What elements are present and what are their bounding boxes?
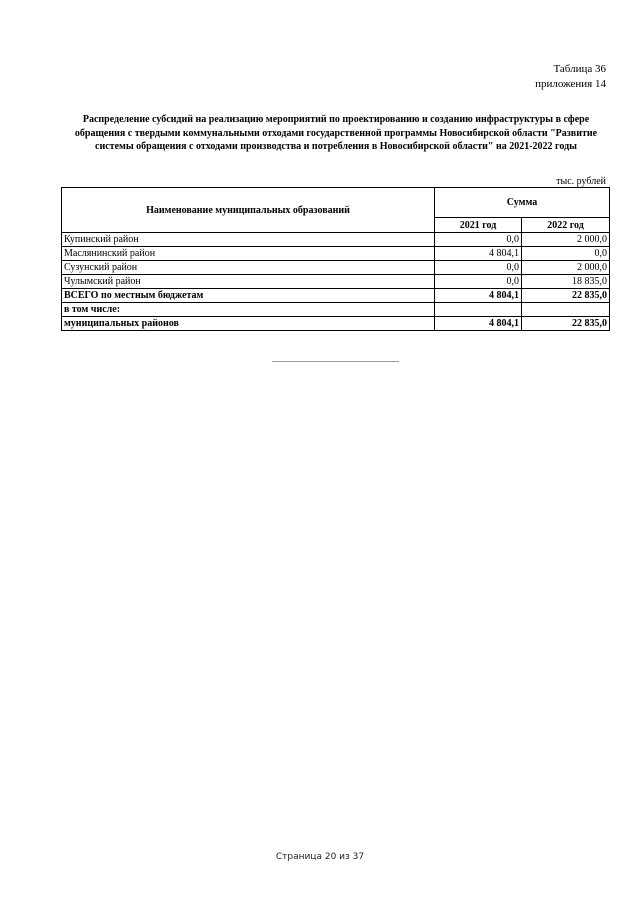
subsidy-table xyxy=(61,187,610,331)
districts-value-2022: 22 835,0 xyxy=(522,317,610,331)
including-label: в том числе: xyxy=(62,303,435,317)
page-number: Страница 20 из 37 xyxy=(275,852,365,862)
table-caption xyxy=(535,62,606,92)
total-label: ВСЕГО по местным бюджетам xyxy=(62,289,435,303)
row-value-2022: 18 835,0 xyxy=(522,275,610,289)
row-name: Купинский район xyxy=(62,233,435,247)
separator-line xyxy=(272,361,399,362)
total-value-2022: 22 835,0 xyxy=(522,289,610,303)
column-header-2022: 2022 год xyxy=(522,218,610,233)
table-row xyxy=(62,247,610,261)
row-value-2022: 0,0 xyxy=(522,247,610,261)
including-row xyxy=(62,303,610,317)
including-value-2021 xyxy=(435,303,522,317)
districts-label: муниципальных районов xyxy=(62,317,435,331)
row-value-2021: 0,0 xyxy=(435,233,522,247)
row-value-2021: 0,0 xyxy=(435,275,522,289)
row-value-2021: 4 804,1 xyxy=(435,247,522,261)
column-header-sum: Сумма xyxy=(435,188,610,218)
column-header-2021: 2021 год xyxy=(435,218,522,233)
column-header-name: Наименование муниципальных образований xyxy=(62,188,435,233)
row-value-2022: 2 000,0 xyxy=(522,261,610,275)
row-name: Сузунский район xyxy=(62,261,435,275)
including-value-2022 xyxy=(522,303,610,317)
document-title: Распределение субсидий на реализацию мероприятий по проектированию и созданию инфраструктуры в сфере обращения с твердыми коммунальными отходами государственной программы Новосибирской области "Развитие системы обращения с отходами производства и потребления в Новосибирской области" на 2021-2022 годы xyxy=(74,114,598,152)
total-value-2021: 4 804,1 xyxy=(435,289,522,303)
districts-row xyxy=(62,317,610,331)
units-label: тыс. рублей xyxy=(556,176,606,187)
total-row xyxy=(62,289,610,303)
row-name: Маслянинский район xyxy=(62,247,435,261)
table-header-row xyxy=(62,188,610,218)
table-row xyxy=(62,275,610,289)
row-value-2021: 0,0 xyxy=(435,261,522,275)
table-row xyxy=(62,261,610,275)
row-value-2022: 2 000,0 xyxy=(522,233,610,247)
table-row xyxy=(62,233,610,247)
row-name: Чулымский район xyxy=(62,275,435,289)
appendix-number: приложения 14 xyxy=(535,78,606,90)
table-number: Таблица 36 xyxy=(553,63,606,75)
districts-value-2021: 4 804,1 xyxy=(435,317,522,331)
